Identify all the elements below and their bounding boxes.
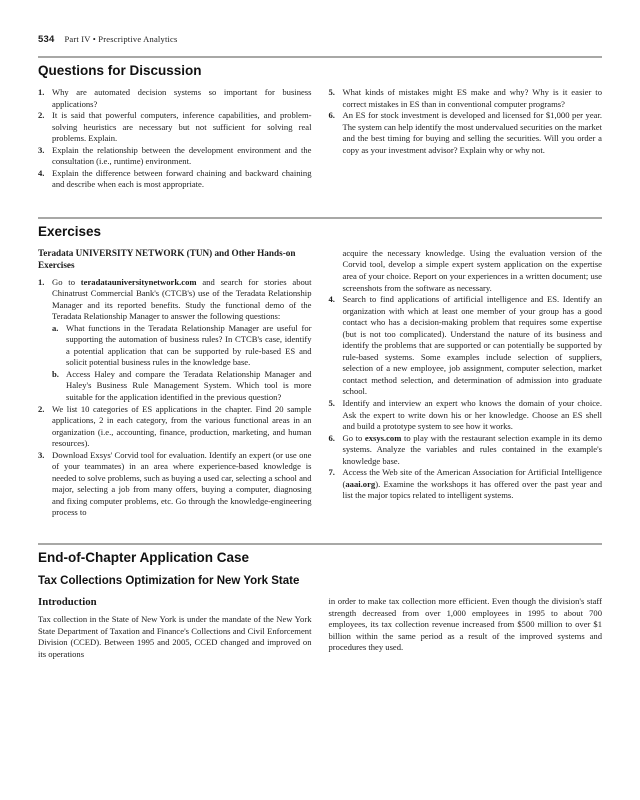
item-text: Identify and interview an expert who knows the domain of your choice. Ask the expert to write down his or her knowledge. Choose an ES shell and build a prototype system to see how it works. bbox=[342, 398, 602, 432]
item-text: Download Exsys' Corvid tool for evaluation. Identify an expert (or use one of your teammates) in an area where experience-based knowledge is needed to solve problems, such as buying a used car, selecting a school and major, selecting a job from many offers, buying a computer, diagnosing and fixing computer problems, etc. Go through the knowledge-engineering process to bbox=[52, 449, 312, 518]
item-text: Access the Web site of the American Association for Artificial Intelligence (aaai.org). Examine the workshops it has offered over the past year and list the major topics related to intelligent systems. bbox=[342, 467, 602, 501]
running-header-text: Part IV • Prescriptive Analytics bbox=[64, 34, 178, 44]
subitem-letter: b. bbox=[52, 368, 59, 379]
question-item bbox=[38, 110, 312, 145]
subitem-text: What functions in the Teradata Relationship Manager are useful for supporting the automation of business rules? In CTCB's case, identify a potential application that can be supported by rule-based ES and solicit potential business rules in the knowledge base. bbox=[66, 322, 312, 368]
item-text: Go to teradatauniversitynetwork.com and search for stories about Chinatrust Commercial Bank's (CTCB's) use of the Teradata Relationship Manager and its reported benefits. Study the functional demo of the Teradata Relationship Manager to answer the following questions: bbox=[52, 276, 312, 322]
item-text: We list 10 categories of ES applications in the chapter. Find 20 sample applications, 2 in each category, from the various functional areas in an organization (i.e., accounting, finance, production, marketing, and human resources). bbox=[52, 403, 312, 449]
item-number: 5. bbox=[328, 87, 335, 97]
question-item bbox=[38, 168, 312, 191]
exercise-item bbox=[329, 398, 603, 433]
item-number: 4. bbox=[328, 294, 335, 305]
page-number: 534 bbox=[38, 34, 55, 45]
item-text: Why are automated decision systems so important for business applications? bbox=[52, 87, 312, 109]
item-number: 1. bbox=[38, 276, 45, 287]
running-head bbox=[38, 34, 602, 45]
item-text: Search to find applications of artificial intelligence and ES. Identify an organization with which at least one member of your group has a good contact who has a decision-making problem that requires some expertise (but is not too complicated). Understand the nature of its business and identify the problems that are supported or can potentially be supported by rule-based systems. Some examples include selection of suppliers, selection of a new employee, job assignment, computer selection, market contact method selection, and determination of admission into graduate school. bbox=[342, 294, 602, 397]
exercises-columns bbox=[38, 248, 602, 519]
exercise-item bbox=[38, 277, 312, 404]
item-text: What kinds of mistakes might ES make and why? Why is it easier to correct mistakes in ES than in conventional computer programs? bbox=[342, 87, 602, 109]
exercise-item bbox=[329, 467, 603, 502]
item-number: 2. bbox=[38, 403, 45, 414]
item-text: Explain the relationship between the development environment and the consultation (i.e., runtime) environment. bbox=[52, 144, 312, 167]
case-left-column bbox=[38, 596, 312, 660]
item-number: 1. bbox=[38, 87, 45, 97]
item-number: 6. bbox=[328, 432, 335, 443]
exercises-right-column bbox=[329, 248, 603, 502]
website-reference: teradatauniversitynetwork.com bbox=[80, 276, 197, 287]
website-reference: aaai.org bbox=[345, 478, 376, 489]
item-number: 5. bbox=[328, 398, 335, 409]
item-number: 6. bbox=[328, 110, 335, 121]
questions-right-column bbox=[329, 87, 603, 156]
exercise-item bbox=[329, 294, 603, 398]
section-divider bbox=[38, 56, 602, 58]
section-divider bbox=[38, 217, 602, 219]
case-right-column bbox=[329, 596, 603, 654]
question-item bbox=[329, 110, 603, 156]
case-columns bbox=[38, 596, 602, 660]
case-intro-heading: Introduction bbox=[38, 596, 97, 608]
item-number: 7. bbox=[328, 467, 335, 478]
subitem-text: Access Haley and compare the Teradata Relationship Manager and Haley's Business Rule Management System. Which tool is more suitable for the application identified in the previous question? bbox=[66, 368, 312, 402]
case-section-title: End-of-Chapter Application Case bbox=[38, 550, 250, 565]
exercise-subitem bbox=[52, 323, 312, 369]
case-paragraph: in order to make tax collection more efficient. Even though the division's staff strength decreased from over 1,000 employees in 1995 to about 700 employees, its tax collection revenue increased from $500 million to over $1 billion within the same period as a result of the improved systems and procedures they used. bbox=[328, 596, 602, 653]
questions-left-column bbox=[38, 87, 312, 191]
item-text: An ES for stock investment is developed and licensed for $1,000 per year. The system can help identify the most undervalued securities on the market and the best timing for buying and selling the securities. Will you order a copy as your investment advisor? Explain why or why not. bbox=[342, 110, 602, 155]
case-subtitle: Tax Collections Optimization for New York State bbox=[38, 575, 300, 587]
item-text: acquire the necessary knowledge. Using the evaluation version of the Corvid tool, develop a simple expert system application on the expertise area of your choice. Report on your experiences in a written document; use screenshots from the software as necessary. bbox=[342, 247, 602, 293]
exercise-item bbox=[38, 404, 312, 450]
case-paragraph: Tax collection in the State of New York is under the mandate of the New York State Department of Taxation and Finance's Collections and Civil Enforcement Division (CCED). Between 1995 and 2005, CCED changed and improved on its operations bbox=[38, 614, 312, 659]
questions-section-title: Questions for Discussion bbox=[38, 63, 202, 78]
exercise-item bbox=[329, 433, 603, 468]
subitem-letter: a. bbox=[52, 322, 59, 333]
questions-columns bbox=[38, 87, 602, 191]
item-text: Go to exsys.com to play with the restaurant selection example in its demo systems. Analyze the variables and rules contained in the example's knowledge base. bbox=[342, 432, 603, 466]
exercise-subitem bbox=[52, 369, 312, 404]
item-number: 2. bbox=[38, 110, 45, 121]
exercises-section-title: Exercises bbox=[38, 223, 102, 239]
exercise-item bbox=[38, 450, 312, 519]
section-divider bbox=[38, 543, 602, 545]
item-text: Explain the difference between forward chaining and backward chaining and describe when each is most appropriate. bbox=[52, 167, 312, 190]
item-number: 3. bbox=[38, 449, 45, 460]
question-item bbox=[329, 87, 603, 110]
website-reference: exsys.com bbox=[364, 432, 402, 443]
item-number: 3. bbox=[38, 144, 45, 155]
item-number: 4. bbox=[38, 167, 45, 178]
exercises-left-column bbox=[38, 248, 312, 519]
question-item bbox=[38, 87, 312, 110]
item-text: It is said that powerful computers, inference capabilities, and problem-solving heuristics are necessary but not sufficient for solving real problems. Explain. bbox=[52, 110, 312, 144]
exercises-subheading: Teradata UNIVERSITY NETWORK (TUN) and Other Hands-on Exercises bbox=[38, 247, 296, 270]
exercise-item-continuation bbox=[329, 248, 603, 294]
question-item bbox=[38, 145, 312, 168]
